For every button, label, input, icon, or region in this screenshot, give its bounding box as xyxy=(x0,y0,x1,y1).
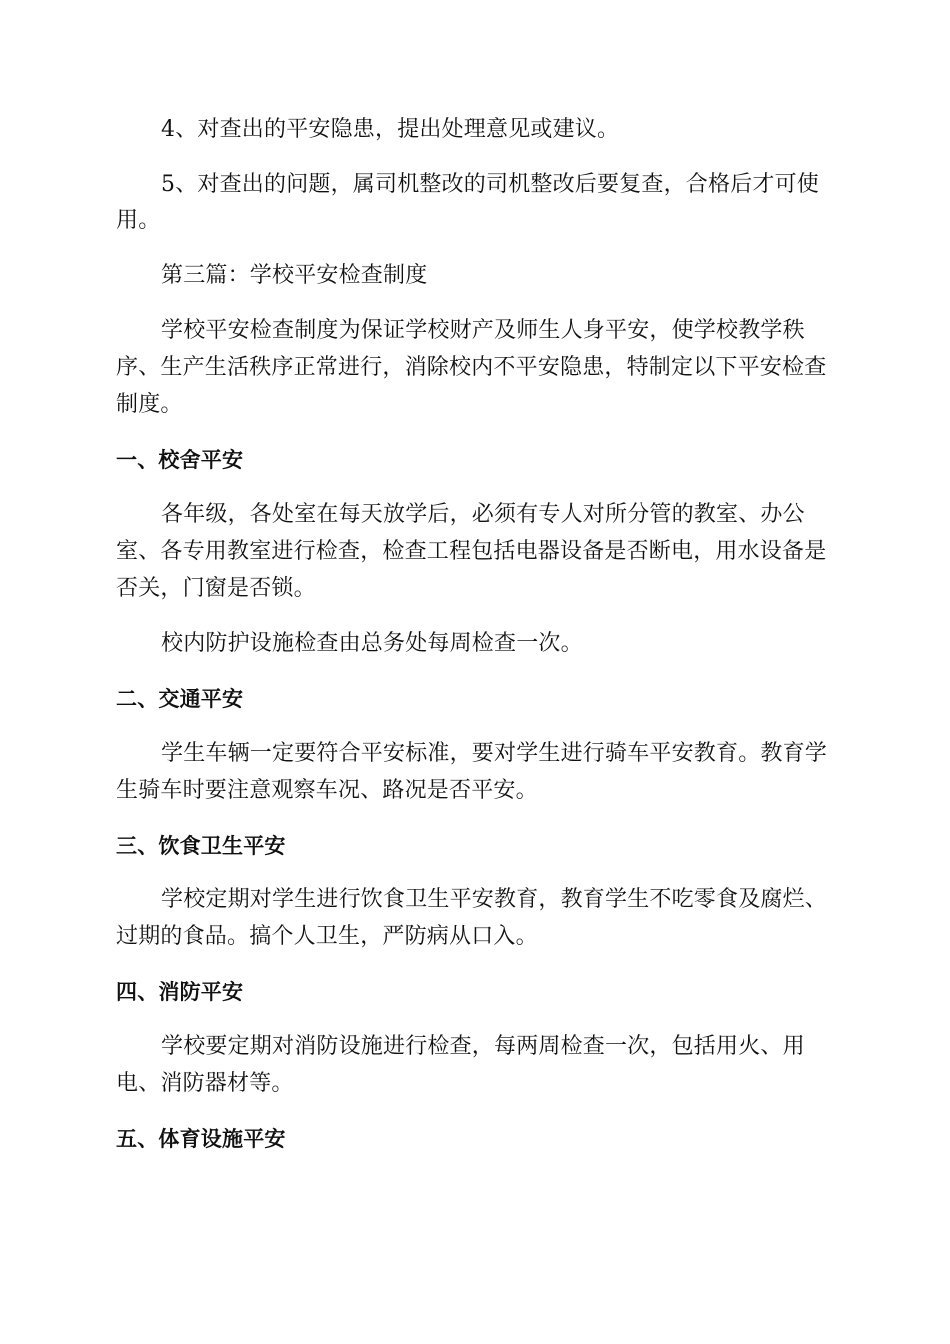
paragraph-line: 学校要定期对消防设施进行检查，每两周检查一次，包括用火、用 xyxy=(161,1034,805,1059)
paragraph-line: 否关，门窗是否锁。 xyxy=(116,576,316,601)
section-title: 第三篇：学校平安检查制度 xyxy=(161,263,428,288)
paragraph-line: 4、对查出的平安隐患，提出处理意见或建议。 xyxy=(161,117,620,142)
paragraph-line: 学校定期对学生进行饮食卫生平安教育，教育学生不吃零食及腐烂、 xyxy=(161,887,828,912)
paragraph-line: 序、生产生活秩序正常进行，消除校内不平安隐患，特制定以下平安检查 xyxy=(116,355,827,380)
paragraph-line: 各年级，各处室在每天放学后，必须有专人对所分管的教室、办公 xyxy=(161,502,805,527)
paragraph-line: 室、各专用教室进行检查，检查工程包括电器设备是否断电，用水设备是 xyxy=(116,539,827,564)
paragraph-line: 生骑车时要注意观察车况、路况是否平安。 xyxy=(116,778,538,803)
heading-5: 五、体育设施平安 xyxy=(116,1127,286,1151)
paragraph-line: 电、消防器材等。 xyxy=(116,1071,294,1096)
paragraph-line: 5、对查出的问题，属司机整改的司机整改后要复查，合格后才可使 xyxy=(161,172,819,197)
paragraph-line: 过期的食品。搞个人卫生，严防病从口入。 xyxy=(116,924,538,949)
paragraph-line: 用。 xyxy=(116,208,161,233)
paragraph-line: 学生车辆一定要符合平安标准，要对学生进行骑车平安教育。教育学 xyxy=(161,741,828,766)
paragraph-line: 学校平安检查制度为保证学校财产及师生人身平安，使学校教学秩 xyxy=(161,318,805,343)
heading-1: 一、校舍平安 xyxy=(116,448,244,472)
heading-3: 三、饮食卫生平安 xyxy=(116,834,286,858)
heading-4: 四、消防平安 xyxy=(116,980,244,1004)
paragraph-line: 制度。 xyxy=(116,392,183,417)
paragraph-line: 校内防护设施检查由总务处每周检查一次。 xyxy=(161,631,583,656)
heading-2: 二、交通平安 xyxy=(116,687,244,711)
